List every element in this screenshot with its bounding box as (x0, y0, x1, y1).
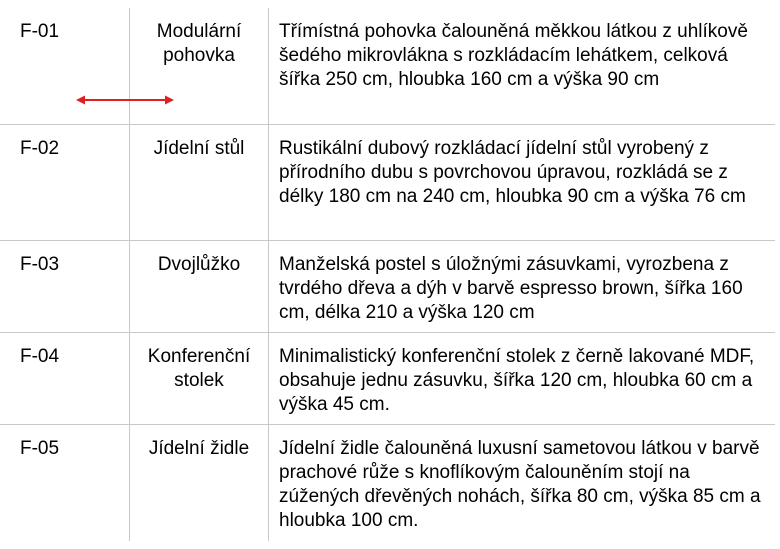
item-name: Konferenční stolek (130, 333, 269, 424)
item-description: Třímístná pohovka čalouněná měkkou látkou z uhlíkově šedého mikrovlákna s rozkládacím lehátkem, celková šířka 250 cm, hloubka 160 cm a výška 90 cm (279, 21, 748, 90)
table-row (0, 125, 775, 241)
item-description: Jídelní židle čalouněná luxusní sametovou látkou v barvě prachové růže s knoflíkovým čalouněním stojí na zúžených dřevěných nohách, šířka 80 cm, výška 85 cm a hloubka 100 cm. (279, 438, 761, 531)
item-code: F-01 (0, 8, 130, 124)
item-name: Jídelní židle (130, 425, 269, 541)
item-code: F-03 (0, 241, 130, 332)
table-row (0, 241, 775, 333)
item-code: F-04 (0, 333, 130, 424)
furniture-table (0, 8, 775, 541)
item-name: Modulární pohovka (130, 8, 269, 124)
table-row (0, 333, 775, 425)
double-headed-arrow-icon[interactable] (76, 94, 174, 106)
item-code: F-02 (0, 125, 130, 240)
item-code: F-05 (0, 425, 130, 541)
item-description: Minimalistický konferenční stolek z černě lakované MDF, obsahuje jednu zásuvku, šířka 120 cm, hloubka 60 cm a výška 45 cm. (279, 346, 755, 415)
table-row (0, 425, 775, 541)
table-row (0, 8, 775, 125)
item-description: Rustikální dubový rozkládací jídelní stůl vyrobený z přírodního dubu s povrchovou úpravou, rozkládá se z délky 180 cm na 240 cm, hloubka 90 cm a výška 76 cm (279, 138, 746, 207)
item-description: Manželská postel s úložnými zásuvkami, vyrozbena z tvrdého dřeva a dýh v barvě espresso brown, šířka 160 cm, délka 210 a výška 120 cm (279, 254, 743, 323)
item-name: Jídelní stůl (130, 125, 269, 240)
item-name: Dvojlůžko (130, 241, 269, 332)
